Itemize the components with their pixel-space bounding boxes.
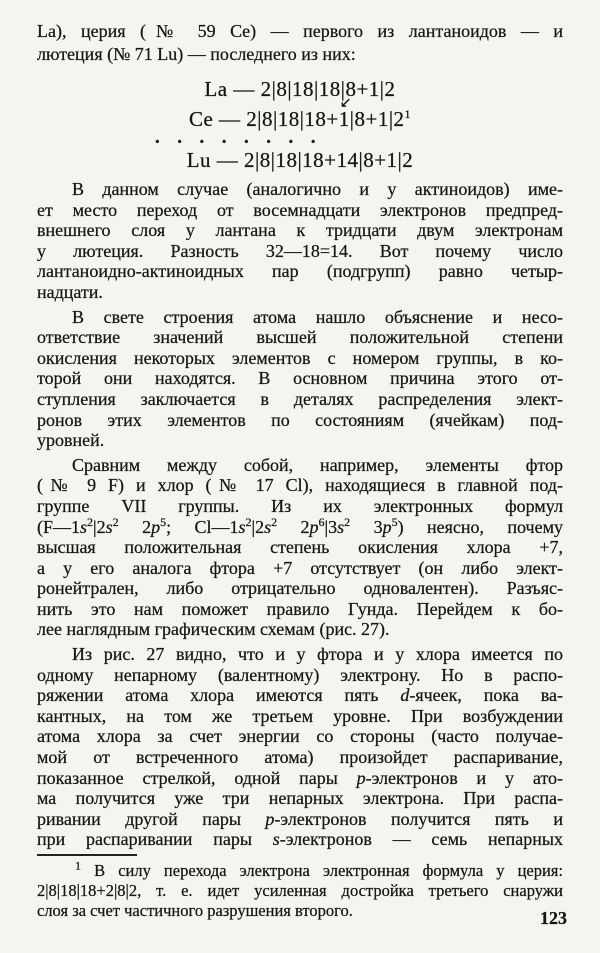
body-text-line: Из рис. 27 видно, что и у фтора и у хлора имеется по — [72, 644, 563, 665]
intro-text-line: лютеция (№ 71 Lu) — последнего из них: — [37, 44, 356, 64]
footnote — [37, 858, 563, 921]
body-text-line: ряжении атома хлора имеются пять d-ячеек, пока ва- — [37, 685, 564, 706]
paragraph-fluorine-chlorine-comparison — [37, 455, 563, 640]
body-text-line: показанное стрелкой, одной пары p-электронов и у ато- — [37, 767, 563, 788]
body-text-line: а у его аналога фтора +7 отсутствует (он либо элект- — [37, 557, 563, 578]
body-text-line: группе VII группы. Из их электронных формул — [37, 495, 563, 516]
formula-ellipsis-dots: ........ — [155, 134, 333, 145]
paragraph-oxidation-states — [37, 307, 563, 451]
body-text-line: у лютеция. Разность 32—18=14. Вот почему число — [37, 240, 563, 261]
footnote-line: $^1$ В силу перехода электрона электронная формула у церия: — [75, 858, 563, 880]
body-text-line: мой от встреченного атома) произойдет распаривание, — [37, 747, 563, 768]
body-text-line: ронейтрален, либо отрицательно одновалентен). Разъяс- — [37, 578, 563, 599]
paragraph-unpaired-electrons — [37, 644, 563, 850]
body-text-line: внешнего слоя у лантана к тридцати двум электронам — [37, 220, 563, 241]
body-text-line: ступления заключается в деталях распределения элект- — [37, 388, 563, 409]
body-text-line: ответствие значений высшей положительной степени — [37, 327, 563, 348]
body-text-line: высшая положительная степень окисления хлора +7, — [37, 537, 563, 558]
electron-transition-arrow-icon: ↙ 1 — [339, 104, 350, 134]
body-text-line: при распаривании пары s-электронов — семь непарных — [37, 829, 563, 850]
body-text-line: ривании другой пары p-электронов получится пять и — [37, 808, 563, 829]
body-text-line: надцати. — [37, 281, 103, 302]
footnote-line: слоя за счет частичного разрушения второго. — [37, 901, 353, 920]
electron-formula-lu: Lu — 2|8|18|18+14|8+1|2 — [186, 148, 414, 172]
body-text-line: кантных, на том же третьем уровне. При возбуждении — [37, 705, 563, 726]
body-text-line: лее наглядным графическим схемам (рис. 27). — [37, 619, 390, 640]
electron-formula-la: La — 2|8|18|18|8+1|2 — [204, 77, 396, 101]
body-text-line: атома хлора за счет энергии со стороны (часто получае- — [37, 726, 563, 747]
electron-formula-ce: Ce — 2|8|18|18+↙ $1|8+1|2^1$ — [37, 104, 563, 134]
body-text-line: уровней. — [37, 430, 105, 451]
body-text-line: лантаноидно-актиноидных пар (подгрупп) равно четыр- — [37, 261, 563, 282]
intro-text-line: La), церия (№ 59 Ce) — первого из лантаноидов — и — [37, 21, 563, 41]
body-text-line: ет место переход от восемнадцати электронов предпред- — [37, 199, 563, 220]
body-text-line: (№ 9 F) и хлор (№ 17 Cl), находящиеся в главной под- — [37, 475, 563, 496]
paragraph-lanthanoid-actinoid-pairs — [37, 179, 563, 303]
body-text-line: нить это нам поможет правило Гунда. Перейдем к бо- — [37, 598, 563, 619]
footnote-line: 2|8|18|18+2|8|2, т. е. идет усиленная достройка третьего снаружи — [37, 881, 563, 900]
page-number: 123 — [540, 908, 567, 928]
body-text-line: торой они находятся. В основном причина этого от- — [37, 368, 563, 389]
body-text-line: ронов этих элементов по состояниям (ячейкам) под- — [37, 409, 563, 430]
text-column — [37, 20, 563, 921]
body-text-line: одному непарному (валентному) электрону. Но в распо- — [37, 664, 563, 685]
body-text-line: окисления некоторых элементов с номером группы, в ко- — [37, 347, 563, 368]
body-text-line: В свете строения атома нашло объяснение и несо- — [72, 306, 563, 327]
body-text-line: Сравним между собой, например, элементы фтор — [72, 454, 563, 475]
body-text-line: В данном случае (аналогично и у актиноидов) име- — [72, 179, 563, 199]
body-text-line: ма получится уже три непарных электрона. При распа- — [37, 788, 563, 809]
footnote-separator — [37, 854, 137, 856]
body-text-line: ($F—1s^2|2s^2$ $2p^5$; $Cl—1s^2|2s^2$ $2p^6|3s^2$ $3p^5$) неясно, почему — [37, 514, 563, 537]
electron-formula-block — [37, 74, 563, 175]
